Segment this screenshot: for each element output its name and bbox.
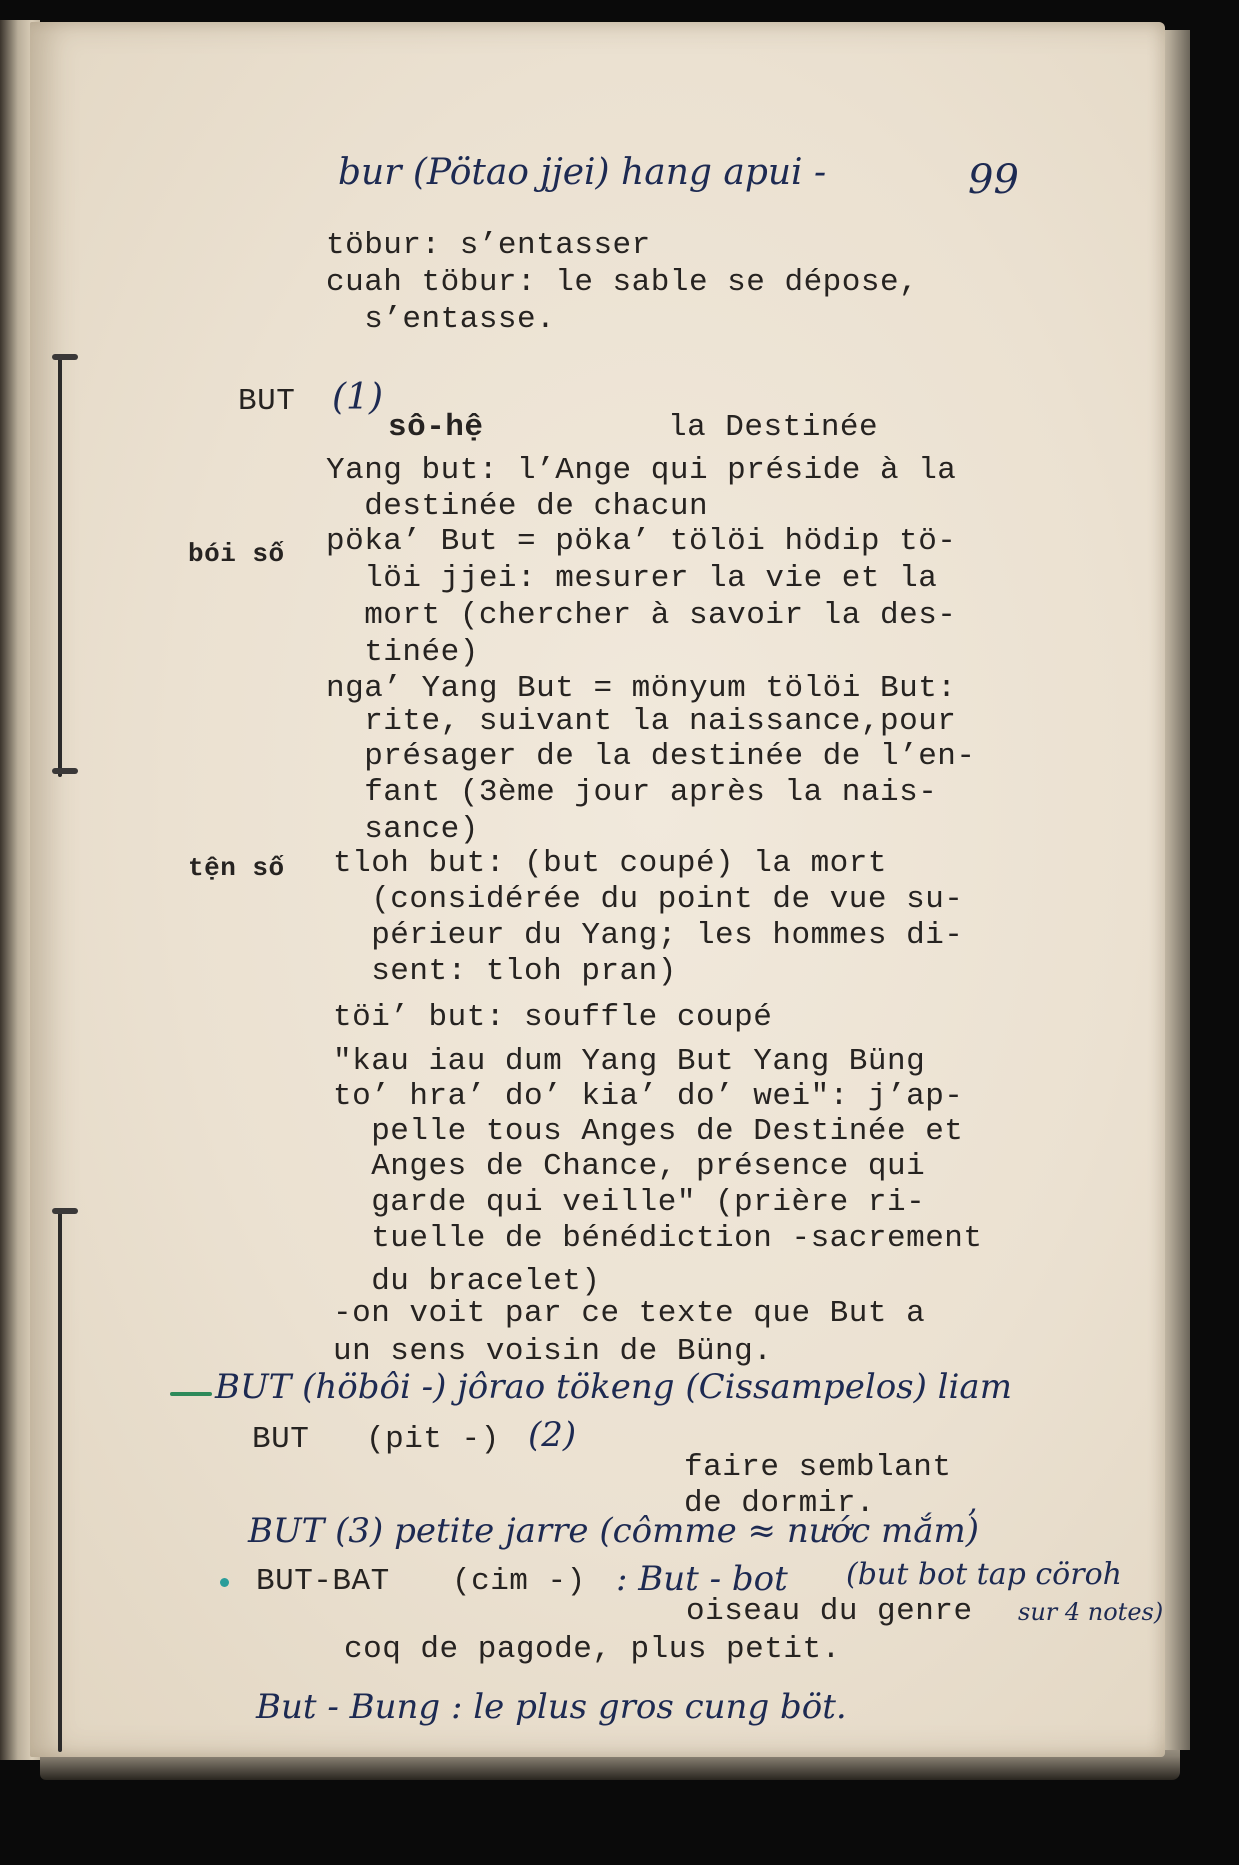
entry-line: faire semblant [684, 1450, 952, 1485]
entry-line: la Destinée [668, 410, 879, 445]
margin-binding-line [58, 357, 62, 777]
entry-line: tuelle de bénédiction -sacrement [333, 1221, 983, 1256]
entry-line: tinée) [326, 635, 479, 670]
entry-line: (considérée du point de vue su- [333, 882, 964, 917]
entry-line: nga’ Yang But = mönyum tölöi But: [326, 671, 957, 706]
margin-dot [220, 1578, 229, 1587]
entry-line: to’ hra’ do’ kia’ do’ wei": j’ap- [333, 1079, 964, 1114]
binding-staple [52, 768, 78, 774]
entry-line: présager de la destinée de l’en- [326, 739, 976, 774]
entry-line: destinée de chacun [326, 489, 709, 524]
page-number: 99 [968, 157, 1019, 203]
handwritten-comma: , [968, 1485, 978, 1520]
handwritten-entry-jarre: BUT (3) petite jarre (cômme ≈ nước mắm) [248, 1511, 979, 1551]
entry-line: mort (chercher à savoir la des- [326, 598, 957, 633]
handwritten-index-1: (1) [332, 377, 383, 418]
entry-line: sent: tloh pran) [333, 954, 677, 989]
handwritten-note: (but bot tap cöroh [846, 1557, 1122, 1592]
entry-line: fant (3ème jour après la nais- [326, 775, 938, 810]
entry-line: un sens voisin de Büng. [333, 1334, 773, 1369]
entry-line: du bracelet) [333, 1264, 601, 1299]
handwritten-but-bot: : But - bot [616, 1559, 788, 1599]
binding-staple [52, 1208, 78, 1214]
entry-line: rite, suivant la naissance,pour [326, 704, 957, 739]
margin-note: tện số [188, 853, 285, 883]
entry-line: sance) [326, 812, 479, 847]
entry-line: Anges de Chance, présence qui [333, 1149, 926, 1184]
entry-line: coq de pagode, plus petit. [344, 1632, 841, 1667]
entry-line: (cim -) [452, 1564, 586, 1599]
handwritten-entry-cissampelos: BUT (höbôi -) jôrao tökeng (Cissampelos) liam [215, 1367, 1012, 1407]
handwritten-entry-but-bung: But - Bung : le plus gros cung böt. [256, 1687, 847, 1727]
entry-line: (pit -) [366, 1422, 500, 1457]
entry-line: löi jjei: mesurer la vie et la [326, 561, 938, 596]
entry-line: périeur du Yang; les hommes di- [333, 918, 964, 953]
entry-line: Yang but: l’Ange qui préside à la [326, 453, 957, 488]
entry-line: töi’ but: souffle coupé [333, 1000, 773, 1035]
margin-binding-line [58, 1212, 62, 1752]
handwritten-note: sur 4 notes) [1018, 1598, 1164, 1626]
binding-staple [52, 354, 78, 360]
entry-line: "kau iau dum Yang But Yang Büng [333, 1044, 926, 1079]
entry-line: oiseau du genre [686, 1594, 973, 1629]
headword-but-bat: BUT-BAT [256, 1564, 390, 1599]
vietnamese-gloss: sô-hệ [388, 410, 484, 445]
headword-but: BUT [238, 384, 296, 419]
handwritten-index-2: (2) [528, 1415, 577, 1455]
entry-line: töbur: s’entasser [326, 228, 651, 263]
green-mark [170, 1392, 212, 1396]
entry-line: pelle tous Anges de Destinée et [333, 1114, 964, 1149]
entry-line: s’entasse. [326, 302, 556, 337]
handwritten-header-note: bur (Pötao jjei) hang apui - [338, 152, 827, 193]
headword-but-pit: BUT [252, 1422, 310, 1457]
entry-line: garde qui veille" (prière ri- [333, 1185, 926, 1220]
margin-note: bói số [188, 539, 285, 569]
entry-line: cuah töbur: le sable se dépose, [326, 265, 919, 300]
entry-line: de dormir. [684, 1486, 876, 1521]
entry-line: -on voit par ce texte que But a [333, 1296, 926, 1331]
entry-line: tloh but: (but coupé) la mort [333, 846, 887, 881]
entry-line: pöka’ But = pöka’ tölöi hödip tö- [326, 524, 957, 559]
